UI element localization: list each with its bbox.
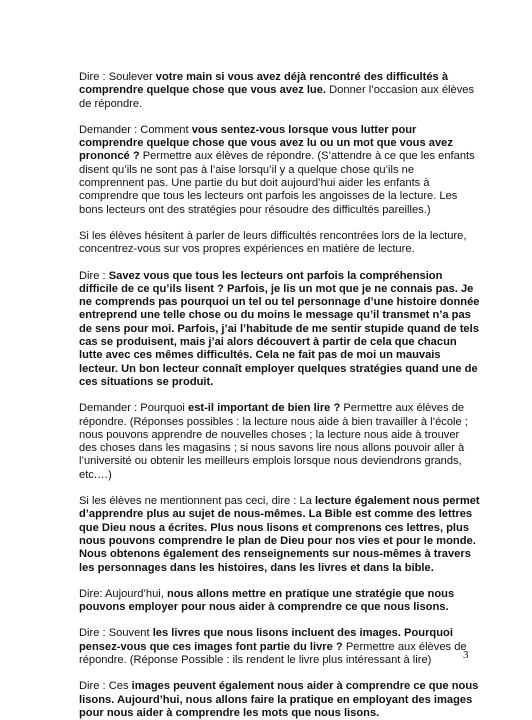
text-run: Dire : (79, 269, 109, 282)
bold-text-run: lecture également nous permet d’apprendre plus au sujet de nous-mêmes. La Bible est comme des lettres que Dieu nous a écrites. Plus nous lisons et comprenons ces lettres, plus nous pouvons comprendre le plan de Dieu pour nos vies et pour le monde. Nous obtenons également des renseignements sur nous-mêmes à travers les personnages dans les histoires, dans les livres et dans la bible. (79, 495, 480, 574)
text-run: Permettre aux élèves de répondre. (Réponse Possible : ils rendent le livre plus intéressant à lire) (79, 640, 467, 666)
paragraph (79, 680, 480, 720)
text-run: Dire: Aujourd’hui, (79, 587, 167, 600)
body-text (79, 71, 480, 720)
text-run: Dire : Soulever (79, 71, 156, 83)
text-run: Demander : Pourquoi (79, 402, 188, 415)
text-run: Si les élèves hésitent à parler de leurs difficultés rencontrées lors de la lecture, concentrez-vous sur vos propres expériences en matière de lecture. (79, 229, 467, 256)
bold-text-run: est-il important de bien lire ? (188, 402, 341, 415)
paragraph (79, 495, 480, 575)
bold-text-run: images peuvent également nous aider à comprendre ce que nous lisons. Aujourd’hui, nous allons faire la pratique en employant des images pour nous aider à comprendre les mots que nous lisons. (79, 680, 479, 719)
bold-text-run: vous sentez-vous lorsque vous lutter pour comprendre quelque chose que vous avez lu ou un mot que vous avez prononcé ? (79, 123, 453, 163)
text-run: Permettre aux élèves de répondre. (Réponses possibles : la lecture nous aide à bien travailler à l’école ; nous pouvons apprendre de nouvelles choses ; la lecture nous aide à trouver des choses dans les magasins ; si nous savons lire nous allons pouvoir aller à l’université ou obtenir les meilleurs emplois lorsque nous deviendrons grands, etc.…) (79, 402, 468, 481)
paragraph (79, 230, 480, 257)
bold-text-run: Savez vous que tous les lecteurs ont parfois la compréhension difficile de ce qu’ils lisent ? Parfois, je lis un mot que je ne connais pas. Je ne comprends pas pourquoi un tel ou tel personnage d’une histoire donnée entreprend une telle chose ou du moins le message qu’il transmet n’a pas de sens pour moi. Parfois, j’ai l’habitude de me sentir stupide quand de tels cas se produisent, mais j’ai alors découvert à partir de cela que chacun lutte avec ces mêmes difficultés. Cela ne fait pas de moi un mauvais lecteur. Un bon lecteur connaît employer quelques stratégies quand une de ces situations se produit. (79, 269, 480, 388)
text-run: Donner l’occasion aux élèves de répondre. (79, 84, 475, 110)
bold-text-run: votre main si vous avez déjà rencontré des difficultés à comprendre quelque chose que vous avez lue. (79, 71, 449, 97)
bold-text-run: les livres que nous lisons incluent des images. Pourquoi pensez-vous que ces images font partie du livre ? (79, 627, 453, 653)
paragraph (79, 71, 480, 111)
text-run: Si les élèves ne mentionnent pas ceci, dire : La (79, 495, 315, 508)
paragraph (79, 124, 480, 217)
text-run: Demander : Comment (79, 123, 192, 136)
text-run: Dire : Souvent (79, 627, 153, 640)
text-run: Dire : Ces (79, 680, 132, 693)
bold-text-run: nous allons mettre en pratique une stratégie que nous pouvons employer pour nous aider à comprendre ce que nous lisons. (79, 587, 455, 614)
text-run: Permettre aux élèves de répondre. (S’attendre à ce que les enfants disent qu’ils ne sont pas à l’aise lorsqu’il y a quelque chose qu’ils ne comprennent pas. Une partie du but doit aujourd’hui aider les enfants à comprendre que tous les lecteurs ont parfois les angoisses de la lecture. Les bons lecteurs ont des stratégies pour résoudre des difficultés pareilles.) (79, 150, 475, 216)
paragraph (79, 588, 480, 615)
page-number: 3 (463, 649, 469, 661)
paragraph (79, 402, 480, 482)
paragraph (79, 270, 480, 390)
paragraph (79, 627, 480, 667)
